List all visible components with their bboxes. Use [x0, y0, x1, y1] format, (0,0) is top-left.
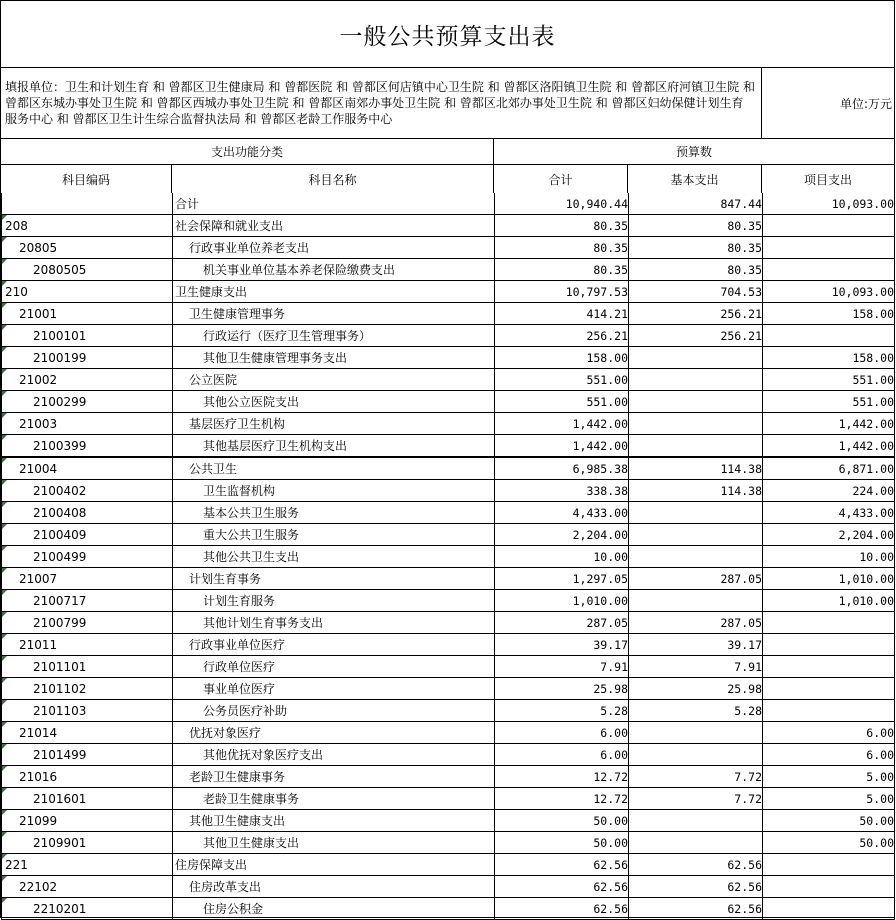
cell-marker-icon	[2, 546, 7, 551]
filler-unit-text: 填报单位：卫生和计划生育 和 曾都区卫生健康局 和 曾都医院 和 曾都区何店镇中心卫生院 和 曾都区洛阳镇卫生院 和 曾都区府河镇卫生院 和 曾都区东城办事处卫生院 和 曾都区西城办事处卫生院 和 曾都区南郊办事处卫生院 和 曾都区北郊办事处卫生院 和 曾都区妇幼保健计划生育服务中心 和 曾都区卫生计生综合监督执法局 和 曾都区老龄工作服务中心	[5, 80, 755, 126]
table-row	[2, 898, 895, 920]
row-code: 2101102	[2, 678, 173, 700]
cell-marker-icon	[2, 656, 7, 661]
unit-label: 单位:万元	[839, 96, 892, 111]
header-vline	[761, 165, 762, 193]
row-code: 2101101	[2, 656, 173, 678]
row-total: 6,985.38	[495, 457, 629, 480]
row-total: 551.00	[495, 369, 629, 391]
header-vline	[627, 165, 628, 193]
row-project: 10,093.00	[763, 281, 895, 303]
table-row	[2, 634, 895, 656]
row-total: 7.91	[495, 656, 629, 678]
row-project	[763, 325, 895, 347]
row-total: 25.98	[495, 678, 629, 700]
table-row	[2, 413, 895, 435]
table-row	[2, 876, 895, 898]
row-name: 卫生健康管理事务	[173, 303, 495, 325]
row-total: 158.00	[495, 347, 629, 369]
row-name: 社会保障和就业支出	[173, 215, 495, 237]
row-code: 21007	[2, 568, 173, 590]
table-row	[2, 568, 895, 590]
row-code: 21004	[2, 457, 173, 480]
row-code: 21011	[2, 634, 173, 656]
row-code: 2101499	[2, 744, 173, 766]
row-basic: 80.35	[629, 259, 763, 281]
row-project: 6,871.00	[763, 457, 895, 480]
table-row	[2, 435, 895, 458]
row-basic	[629, 524, 763, 546]
title-cell	[1, 1, 894, 68]
row-total: 50.00	[495, 810, 629, 832]
row-basic: 847.44	[629, 193, 763, 215]
row-code: 2100717	[2, 590, 173, 612]
row-total: 10,940.44	[495, 193, 629, 215]
cell-marker-icon	[2, 854, 7, 859]
row-basic: 80.35	[629, 215, 763, 237]
table-row	[2, 480, 895, 502]
row-name: 住房保障支出	[173, 854, 495, 876]
header-total: 合计	[548, 172, 573, 187]
table-row	[2, 722, 895, 744]
row-total: 12.72	[495, 766, 629, 788]
row-code: 21099	[2, 810, 173, 832]
row-basic: 7.72	[629, 788, 763, 810]
row-total: 62.56	[495, 898, 629, 920]
header-basic: 基本支出	[670, 172, 719, 187]
header-budget: 预算数	[675, 145, 712, 159]
row-total: 414.21	[495, 303, 629, 325]
row-project: 4,433.00	[763, 502, 895, 524]
row-project: 551.00	[763, 369, 895, 391]
cell-marker-icon	[2, 458, 7, 463]
row-basic: 704.53	[629, 281, 763, 303]
table-row	[2, 391, 895, 413]
row-name: 优抚对象医疗	[173, 722, 495, 744]
row-basic	[629, 810, 763, 832]
row-code: 2100299	[2, 391, 173, 413]
row-total: 80.35	[495, 259, 629, 281]
row-total: 62.56	[495, 854, 629, 876]
row-total: 80.35	[495, 237, 629, 259]
cell-marker-icon	[2, 347, 7, 352]
row-basic: 114.38	[629, 480, 763, 502]
row-name: 其他卫生健康管理事务支出	[173, 347, 495, 369]
row-project	[763, 237, 895, 259]
table-row	[2, 700, 895, 722]
row-name: 其他基层医疗卫生机构支出	[173, 435, 495, 458]
row-name: 公共卫生	[173, 457, 495, 480]
row-total: 1,442.00	[495, 413, 629, 435]
row-basic: 62.56	[629, 898, 763, 920]
row-total: 62.56	[495, 876, 629, 898]
row-total: 50.00	[495, 832, 629, 854]
cell-marker-icon	[2, 634, 7, 639]
row-code: 2100499	[2, 546, 173, 568]
table-row	[2, 832, 895, 854]
row-project	[763, 634, 895, 656]
table-row	[2, 678, 895, 700]
row-code: 2100408	[2, 502, 173, 524]
row-code: 2100402	[2, 480, 173, 502]
row-name: 行政运行（医疗卫生管理事务）	[173, 325, 495, 347]
row-name: 其他计划生育事务支出	[173, 612, 495, 634]
cell-marker-icon	[2, 810, 7, 815]
row-basic: 25.98	[629, 678, 763, 700]
table-row	[2, 303, 895, 325]
cell-marker-icon	[2, 568, 7, 573]
row-project	[763, 898, 895, 920]
row-project: 6.00	[763, 722, 895, 744]
table-row	[2, 347, 895, 369]
row-basic	[629, 391, 763, 413]
row-name: 计划生育服务	[173, 590, 495, 612]
row-basic: 62.56	[629, 854, 763, 876]
row-basic: 39.17	[629, 634, 763, 656]
row-code: 21001	[2, 303, 173, 325]
table-row	[2, 259, 895, 281]
row-code: 2100199	[2, 347, 173, 369]
row-project	[763, 876, 895, 898]
row-project: 5.00	[763, 766, 895, 788]
cell-marker-icon	[2, 524, 7, 529]
cell-marker-icon	[2, 502, 7, 507]
cell-marker-icon	[2, 413, 7, 418]
row-name: 行政事业单位医疗	[173, 634, 495, 656]
table-row	[2, 810, 895, 832]
row-code: 21016	[2, 766, 173, 788]
row-name: 住房改革支出	[173, 876, 495, 898]
table-row	[2, 457, 895, 480]
row-total: 6.00	[495, 722, 629, 744]
row-code: 2100399	[2, 435, 173, 458]
row-project: 1,010.00	[763, 590, 895, 612]
row-basic: 114.38	[629, 457, 763, 480]
row-project: 5.00	[763, 788, 895, 810]
cell-marker-icon	[2, 722, 7, 727]
row-name: 合计	[173, 193, 495, 215]
row-total: 338.38	[495, 480, 629, 502]
cell-marker-icon	[2, 678, 7, 683]
row-project: 10,093.00	[763, 193, 895, 215]
cell-marker-icon	[2, 215, 7, 220]
cell-marker-icon	[2, 281, 7, 286]
row-basic: 7.91	[629, 656, 763, 678]
cell-marker-icon	[2, 480, 7, 485]
row-project: 1,010.00	[763, 568, 895, 590]
cell-marker-icon	[2, 832, 7, 837]
header-code: 科目编码	[61, 172, 110, 187]
row-total: 2,204.00	[495, 524, 629, 546]
row-code: 2109901	[2, 832, 173, 854]
row-basic	[629, 590, 763, 612]
cell-marker-icon	[2, 590, 7, 595]
row-project	[763, 259, 895, 281]
row-project: 6.00	[763, 744, 895, 766]
row-code: 2100799	[2, 612, 173, 634]
row-total: 5.28	[495, 700, 629, 722]
row-total: 12.72	[495, 788, 629, 810]
table-row	[2, 281, 895, 303]
row-name: 行政事业单位养老支出	[173, 237, 495, 259]
row-project: 551.00	[763, 391, 895, 413]
row-code: 2100101	[2, 325, 173, 347]
row-project: 2,204.00	[763, 524, 895, 546]
table-row	[2, 369, 895, 391]
row-name: 其他公立医院支出	[173, 391, 495, 413]
row-basic	[629, 347, 763, 369]
cell-marker-icon	[2, 303, 7, 308]
row-basic: 287.05	[629, 612, 763, 634]
row-code: 210	[2, 281, 173, 303]
row-basic: 62.56	[629, 876, 763, 898]
row-basic	[629, 369, 763, 391]
row-basic: 256.21	[629, 303, 763, 325]
table-row	[2, 546, 895, 568]
row-project: 1,442.00	[763, 435, 895, 458]
header-vline	[493, 139, 494, 193]
row-project: 158.00	[763, 303, 895, 325]
row-total: 80.35	[495, 215, 629, 237]
table-row	[2, 524, 895, 546]
row-total: 256.21	[495, 325, 629, 347]
row-name: 行政单位医疗	[173, 656, 495, 678]
row-project: 1,442.00	[763, 413, 895, 435]
row-basic: 80.35	[629, 237, 763, 259]
row-total: 287.05	[495, 612, 629, 634]
row-total: 1,010.00	[495, 590, 629, 612]
table-row	[2, 854, 895, 876]
table-row	[2, 215, 895, 237]
header-project: 项目支出	[803, 172, 852, 187]
row-basic	[629, 832, 763, 854]
row-project	[763, 656, 895, 678]
row-name: 其他卫生健康支出	[173, 810, 495, 832]
row-code: 2101601	[2, 788, 173, 810]
row-project	[763, 700, 895, 722]
row-project: 10.00	[763, 546, 895, 568]
cell-marker-icon	[2, 391, 7, 396]
row-name: 其他公共卫生支出	[173, 546, 495, 568]
row-basic: 5.28	[629, 700, 763, 722]
row-basic: 7.72	[629, 766, 763, 788]
row-project: 50.00	[763, 832, 895, 854]
table-row	[2, 193, 895, 215]
row-basic	[629, 413, 763, 435]
row-project: 50.00	[763, 810, 895, 832]
row-name: 重大公共卫生服务	[173, 524, 495, 546]
header-vline	[171, 165, 172, 193]
row-total: 39.17	[495, 634, 629, 656]
table-row	[2, 788, 895, 810]
row-name: 卫生健康支出	[173, 281, 495, 303]
row-basic	[629, 502, 763, 524]
cell-marker-icon	[2, 325, 7, 330]
row-name: 公立医院	[173, 369, 495, 391]
row-name: 基层医疗卫生机构	[173, 413, 495, 435]
table-row	[2, 325, 895, 347]
row-code	[2, 193, 173, 215]
row-basic: 287.05	[629, 568, 763, 590]
row-project: 224.00	[763, 480, 895, 502]
table-row	[2, 590, 895, 612]
row-code: 2210201	[2, 898, 173, 920]
row-code: 208	[2, 215, 173, 237]
row-name: 事业单位医疗	[173, 678, 495, 700]
row-project	[763, 612, 895, 634]
row-code: 2101103	[2, 700, 173, 722]
row-code: 21014	[2, 722, 173, 744]
cell-marker-icon	[2, 237, 7, 242]
row-name: 公务员医疗补助	[173, 700, 495, 722]
row-basic	[629, 744, 763, 766]
cell-marker-icon	[2, 435, 7, 440]
header-functional-class: 支出功能分类	[210, 145, 283, 159]
info-row	[1, 68, 894, 139]
row-name: 基本公共卫生服务	[173, 502, 495, 524]
cell-marker-icon	[2, 612, 7, 617]
table-row	[2, 237, 895, 259]
row-code: 22102	[2, 876, 173, 898]
row-total: 4,433.00	[495, 502, 629, 524]
row-name: 老龄卫生健康事务	[173, 766, 495, 788]
row-total: 10,797.53	[495, 281, 629, 303]
page-title: 一般公共预算支出表	[339, 23, 556, 50]
cell-marker-icon	[2, 700, 7, 705]
table-row	[2, 744, 895, 766]
row-name: 住房公积金	[173, 898, 495, 920]
row-name: 其他优抚对象医疗支出	[173, 744, 495, 766]
row-project	[763, 854, 895, 876]
row-code: 20805	[2, 237, 173, 259]
row-basic	[629, 722, 763, 744]
unit-cell	[761, 68, 894, 138]
row-code: 221	[2, 854, 173, 876]
row-name: 计划生育事务	[173, 568, 495, 590]
header-name: 科目名称	[308, 172, 357, 187]
table-row	[2, 502, 895, 524]
table-row	[2, 656, 895, 678]
cell-marker-icon	[2, 788, 7, 793]
row-total: 1,297.05	[495, 568, 629, 590]
budget-table	[1, 193, 895, 920]
row-project: 158.00	[763, 347, 895, 369]
cell-marker-icon	[2, 766, 7, 771]
row-project	[763, 215, 895, 237]
row-basic	[629, 435, 763, 458]
cell-marker-icon	[2, 744, 7, 749]
row-basic: 256.21	[629, 325, 763, 347]
row-total: 6.00	[495, 744, 629, 766]
row-total: 1,442.00	[495, 435, 629, 458]
row-code: 2100409	[2, 524, 173, 546]
row-code: 21002	[2, 369, 173, 391]
cell-marker-icon	[2, 369, 7, 374]
cell-marker-icon	[2, 259, 7, 264]
row-total: 551.00	[495, 391, 629, 413]
row-name: 机关事业单位基本养老保险缴费支出	[173, 259, 495, 281]
row-name: 其他卫生健康支出	[173, 832, 495, 854]
row-basic	[629, 546, 763, 568]
row-code: 2080505	[2, 259, 173, 281]
row-name: 老龄卫生健康事务	[173, 788, 495, 810]
table-row	[2, 612, 895, 634]
table-row	[2, 766, 895, 788]
row-name: 卫生监督机构	[173, 480, 495, 502]
row-project	[763, 678, 895, 700]
cell-marker-icon	[2, 876, 7, 881]
cell-marker-icon	[2, 898, 7, 903]
row-code: 21003	[2, 413, 173, 435]
row-total: 10.00	[495, 546, 629, 568]
